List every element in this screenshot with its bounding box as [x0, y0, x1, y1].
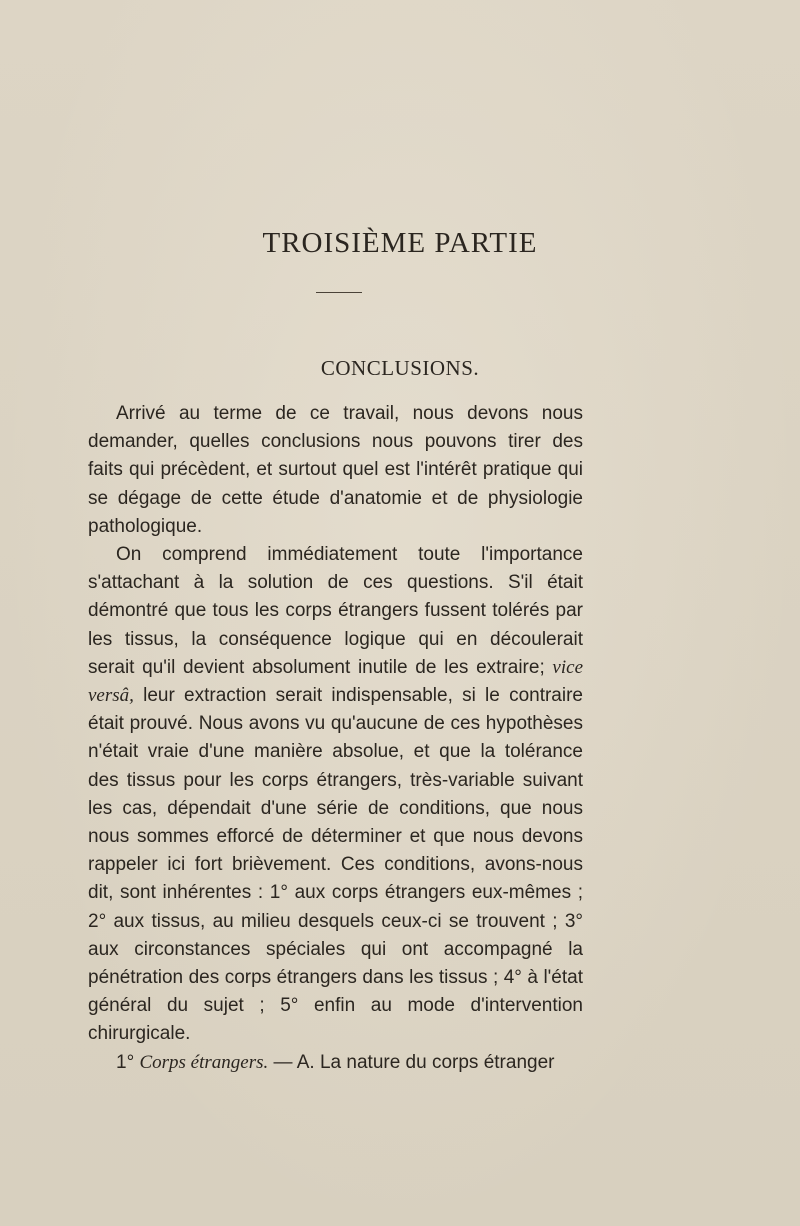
body-text: [88, 400, 583, 1077]
item-number: 1°: [116, 1051, 140, 1073]
paragraph-corps-etrangers-text: — A. La nature du corps étranger: [268, 1051, 555, 1073]
section-title: CONCLUSIONS.: [320, 356, 480, 380]
paragraph-intro: Arrivé au terme de ce travail, nous devons nous demander, quelles conclusions nous pouvons tirer des faits qui précèdent, et surtout quel est l'intérêt pratique qui se dégage de cette étude d'anatomie et de physiologie pathologique.: [88, 403, 583, 537]
italic-corps-etrangers: Corps étrangers.: [139, 1051, 269, 1073]
paragraph-importance-text-end: leur extraction serait indispensable, si le contraire était prouvé. Nous avons vu qu'aucune de ces hypothèses n'était vraie d'une manière absolue, et que la tolérance des tissus pour les corps étrangers, très-variable suivant les cas, dépendait d'une série de conditions, que nous nous sommes efforcé de déterminer et que nous devons rappeler ici fort brièvement. Ces conditions, avons-nous dit, sont inhérentes : 1° aux corps étrangers eux-mêmes ; 2° aux tissus, au milieu desquels ceux-ci se trouvent ; 3° aux circonstances spéciales qui ont accompagné la pénétration des corps étrangers dans les tissus ; 4° à l'état général du sujet ; 5° enfin au mode d'intervention chirurgicale.: [88, 685, 583, 1045]
paragraph-importance-text-start: On comprend immédiatement toute l'importance s'attachant à la solution de ces questions. S'il était démontré que tous les corps étrangers fussent tolérés par les tissus, la conséquence logique qui en découlerait serait qu'il devient absolument inutile de les extraire;: [88, 544, 583, 678]
paragraph-importance: [88, 541, 583, 1049]
paragraph-corps-etrangers: [88, 1049, 583, 1077]
part-title: TROISIÈME PARTIE: [262, 227, 538, 259]
italic-vice-versa: vice versâ,: [88, 656, 583, 707]
title-rule: [316, 292, 362, 293]
